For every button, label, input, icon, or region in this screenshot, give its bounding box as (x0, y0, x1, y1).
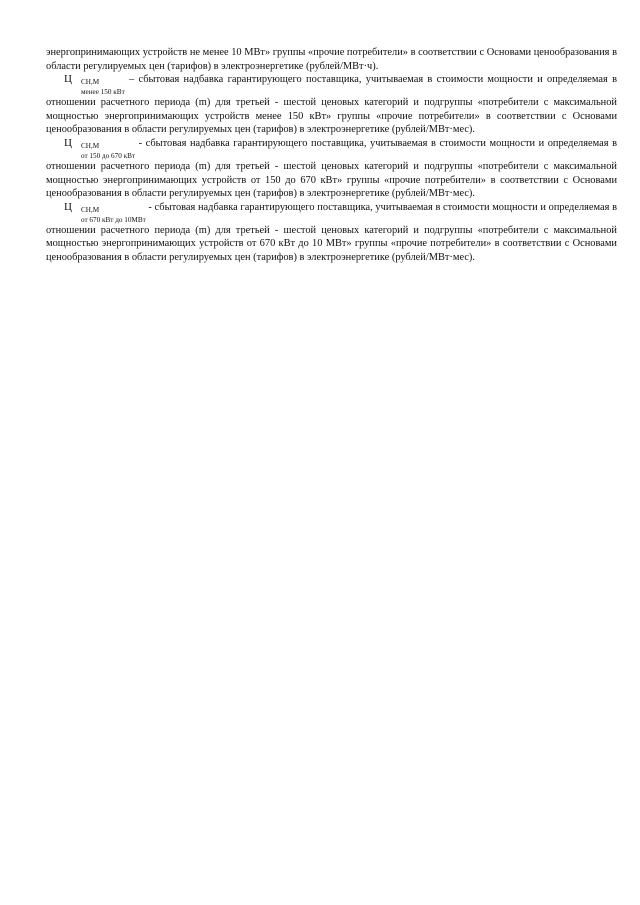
symbol-subscript: менее 150 кВт (80, 88, 125, 97)
symbol-superscript: СН,М (80, 141, 100, 150)
symbol-subscript: от 670 кВт до 10МВт (80, 215, 146, 224)
symbol-superscript: СН,М (80, 205, 100, 214)
paragraph-text: - сбытовая надбавка гарантирующего поставщика, учитываемая в стоимости мощности и определяемая в отношении расчетного периода (m) для третьей - шестой ценовых категорий и подгруппы «потребители с максимальной мощностью энергопринимающих устройств от 670 кВт до 10 МВт» группы «прочие потребители» в соответствии с Основами ценообразования в области регулируемых цен (тарифов) в электроэнергетике (рублей/МВт·мес). (46, 201, 617, 263)
paragraph-text: – сбытовая надбавка гарантирующего поставщика, учитываемая в стоимости мощности и определяемая в отношении расчетного периода (m) для третьей - шестой ценовых категорий и подгруппы «потребители с максимальной мощностью энергопринимающих устройств менее 150 кВт» группы «прочие потребители» в соответствии с Основами ценообразования в области регулируемых цен (тарифов) в электроэнергетике (рублей/МВт·мес). (46, 74, 617, 136)
paragraph-text: энергопринимающих устройств не менее 10 МВт» группы «прочие потребители» в соответствии с Основами ценообразования в области регулируемых цен (тарифов) в электроэнергетике (рублей/МВт·ч). (46, 47, 617, 72)
symbol-subscript: от 150 до 670 кВт (80, 151, 136, 160)
tariff-symbol (55, 201, 146, 224)
paragraph-definition-670kw-10mw (46, 201, 617, 265)
document-page (46, 46, 617, 265)
paragraph-definition-150-670kw (46, 137, 617, 201)
symbol-superscript: СН,М (80, 78, 100, 87)
tariff-symbol (55, 137, 135, 160)
paragraph-continuation (46, 46, 617, 73)
paragraph-text: - сбытовая надбавка гарантирующего поставщика, учитываемая в стоимости мощности и определяемая в отношении расчетного периода (m) для третьей - шестой ценовых категорий и подгруппы «потребители с максимальной мощностью энергопринимающих устройств от 150 до 670 кВт» группы «прочие потребители» в соответствии с Основами ценообразования в области регулируемых цен (тарифов) в электроэнергетике (рублей/МВт·мес). (46, 137, 617, 200)
symbol-base: Ц (64, 136, 72, 149)
paragraph-definition-less-150kw (46, 73, 617, 137)
symbol-base: Ц (64, 200, 72, 213)
symbol-base: Ц (64, 73, 72, 86)
tariff-symbol (55, 73, 125, 96)
